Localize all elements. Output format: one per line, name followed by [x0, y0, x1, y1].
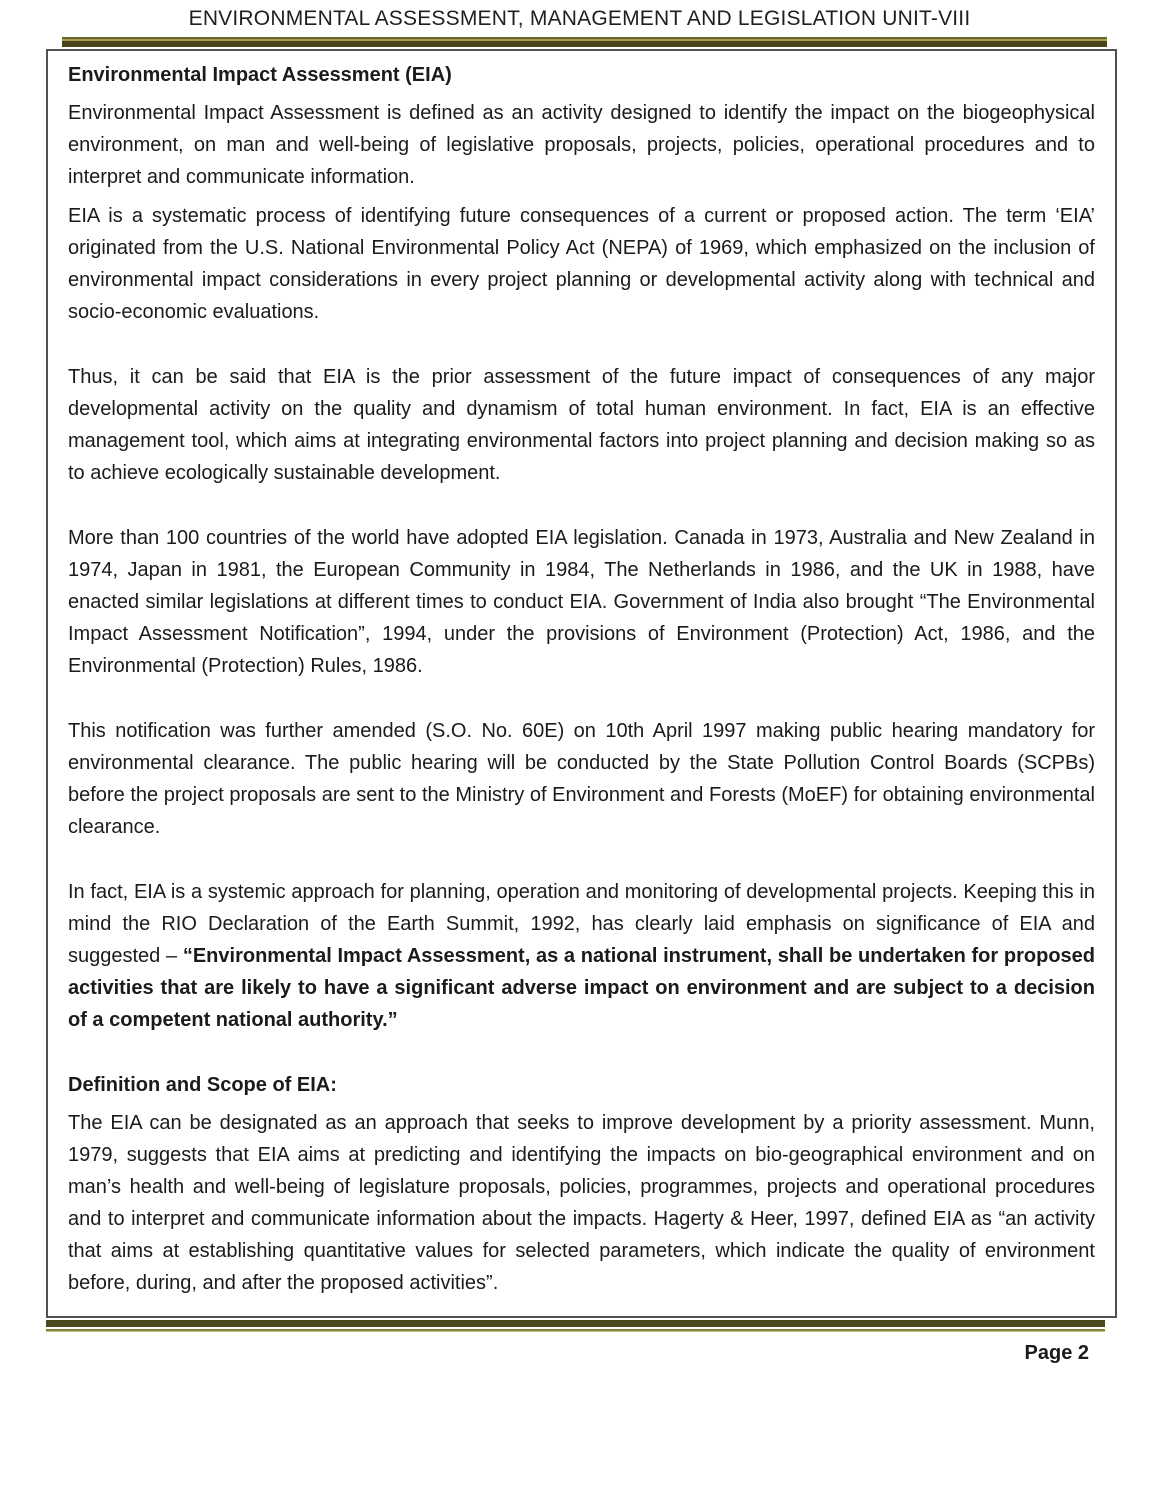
paragraph-legislation: More than 100 countries of the world have adopted EIA legislation. Canada in 1973, Australia and New Zealand in 1974, Japan in 1981, the European Community in 1984, The Netherlands in 1986, and the UK in 1988, have enacted similar legislations at different times to conduct EIA. Government of India also brought “The Environmental Impact Assessment Notification”, 1994, under the provisions of Environment (Protection) Act, 1986, and the Environmental (Protection) Rules, 1986.: [68, 527, 1095, 677]
section-heading-eia: Environmental Impact Assessment (EIA): [68, 64, 452, 86]
paragraph-rio-declaration: [68, 876, 1095, 1036]
rio-intro-text: In fact, EIA is a systemic approach for planning, operation and monitoring of developmental projects. Keeping this in mind the RIO Declaration of the Earth Summit, 1992, has clearly laid emphasis on significance of EIA and suggested –: [68, 881, 1095, 967]
bottom-border-rule: [46, 1320, 1105, 1332]
top-rule-thick-band: [62, 41, 1107, 47]
bottom-rule-thick-band: [46, 1320, 1105, 1327]
definition-scope-heading: Definition and Scope of EIA:: [68, 1074, 337, 1096]
rio-quote-bold-text: “Environmental Impact Assessment, as a national instrument, shall be undertaken for proposed activities that are likely to have a significant adverse impact on environment and are subject to a decision of a competent national authority.”: [68, 945, 1096, 1031]
paragraph-eia-definition: Environmental Impact Assessment is defined as an activity designed to identify the impact on the biogeophysical environment, on man and well-being of legislative proposals, projects, policies, operational procedures and to interpret and communicate information.: [68, 102, 1095, 188]
content-box: [46, 49, 1117, 1318]
top-border-rule: [62, 37, 1107, 47]
paragraph-prior-assessment: Thus, it can be said that EIA is the prior assessment of the future impact of consequences of any major developmental activity on the quality and dynamism of total human environment. In fact, EIA is an effective management tool, which aims at integrating environmental factors into project planning and decision making so as to achieve ecologically sustainable development.: [68, 366, 1095, 484]
paragraph-eia-process: EIA is a systematic process of identifying future consequences of a current or proposed action. The term ‘EIA’ originated from the U.S. National Environmental Policy Act (NEPA) of 1969, which emphasized on the inclusion of environmental impact considerations in every project planning or developmental activity along with technical and socio-economic evaluations.: [68, 205, 1095, 323]
paragraph-definition-scope: The EIA can be designated as an approach that seeks to improve development by a priority assessment. Munn, 1979, suggests that EIA aims at predicting and identifying the impacts on bio-geographical environment and on man’s health and well-being of legislature proposals, policies, programmes, projects and operational procedures and to interpret and communicate information about the impacts. Hagerty & Heer, 1997, defined EIA as “an activity that aims at establishing quantitative values for selected parameters, which indicate the quality of environment before, during, and after the proposed activities”.: [68, 1112, 1095, 1294]
page-number: Page 2: [1024, 1342, 1089, 1364]
paragraph-notification-amendment: This notification was further amended (S.O. No. 60E) on 10th April 1997 making public hearing mandatory for environmental clearance. The public hearing will be conducted by the State Pollution Control Boards (SCPBs) before the project proposals are sent to the Ministry of Environment and Forests (MoEF) for obtaining environmental clearance.: [68, 720, 1095, 838]
page-header-title: ENVIRONMENTAL ASSESSMENT, MANAGEMENT AND LEGISLATION UNIT-VIII: [188, 7, 971, 30]
